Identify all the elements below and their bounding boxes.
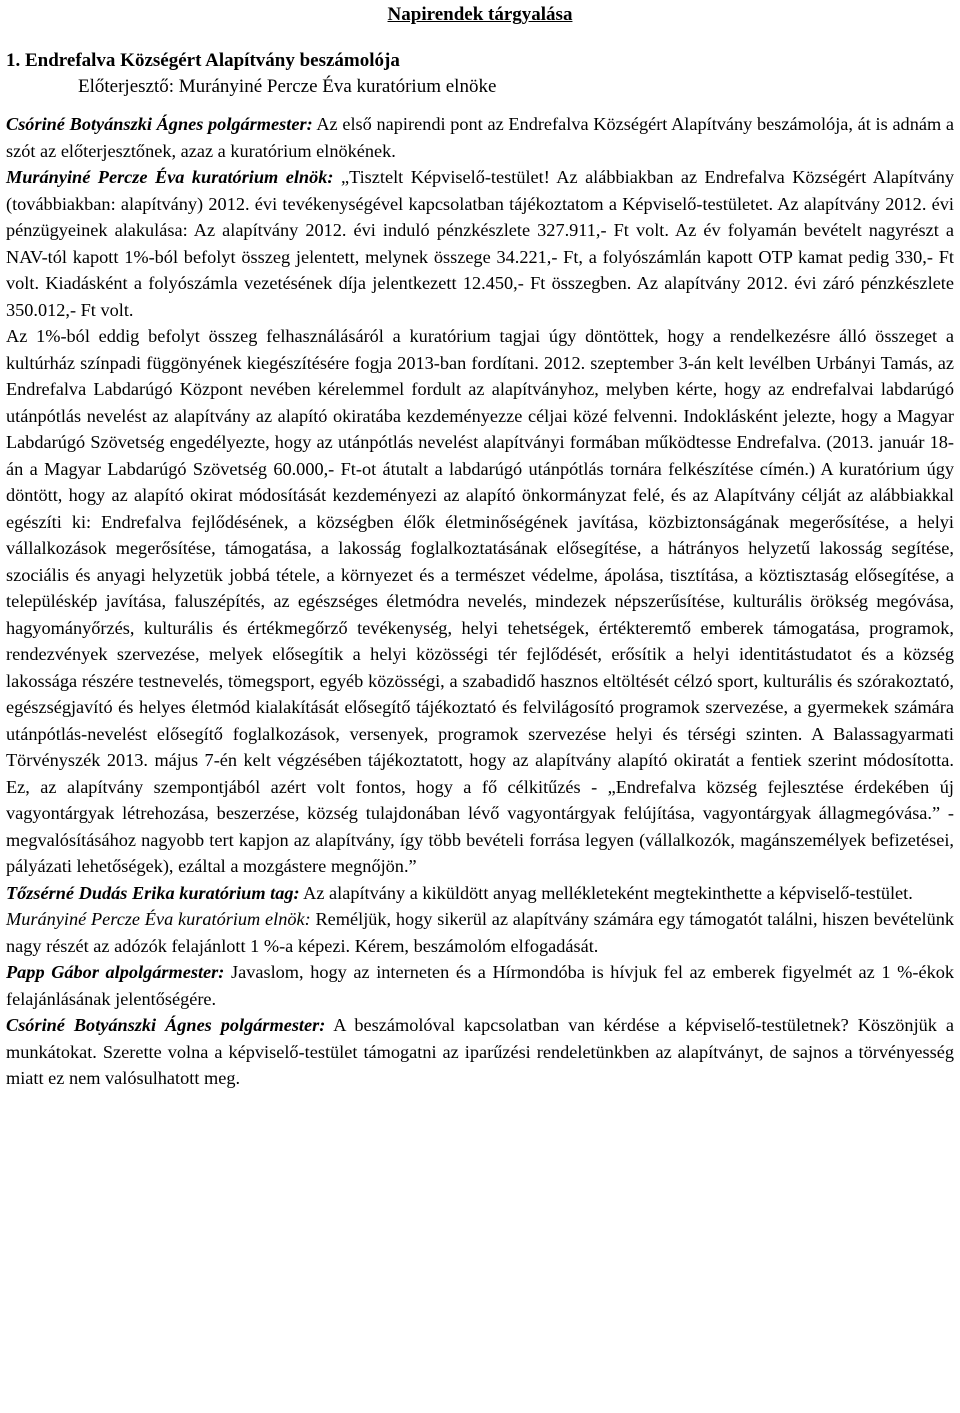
speaker-name: Csóriné Botyánszki Ágnes polgármester — [6, 1015, 320, 1035]
paragraph-3 — [6, 323, 954, 880]
speaker-suffix: : — [306, 114, 313, 134]
speaker-name: Murányiné Percze Éva kuratórium elnök — [6, 167, 328, 187]
speaker-suffix: : — [327, 167, 334, 187]
paragraph-4 — [6, 880, 954, 907]
paragraph-text: Az alapítvány a kiküldött anyag mellékleteként megtekinthette a képviselő-testület. — [299, 882, 913, 903]
paragraph-text: Javaslom, hogy az interneten és a Hírmondóba is hívjuk fel az emberek figyelmét az 1 %-ékok felajánlásának jelentőségére. — [6, 962, 954, 1009]
speaker-name: Tőzsérné Dudás Erika kuratórium tag — [6, 882, 294, 903]
paragraph-text: „Tisztelt Képviselő-testület! Az alábbiakban az Endrefalva Községért Alapítvány (továbbiakban: alapítvány) 2012. évi tevékenységével kapcsolatban tájékoztatom a Képviselő-testületet. Az alapítvány 2012. évi pénzügyeinek alakulása: Az alapítvány 2012. évi induló pénzkészlete 327.911,- Ft volt. Az év folyamán bevételt nagyrészt a NAV-tól kapott 1%-ból befolyt összeg jelentett, melynek összege 34.221,- Ft, a folyószámlán kapott OTP kamat pedig 330,- Ft volt. Kiadásként a folyószámla vezetésének díja jelentkezett 12.450,- Ft összegben. Az alapítvány 2012. évi záró pénzkészlete 350.012,- Ft volt. — [6, 167, 954, 320]
speaker-suffix: : — [319, 1015, 326, 1035]
speaker-name: Papp Gábor alpolgármester: — [6, 962, 225, 982]
paragraph-1 — [6, 111, 954, 164]
paragraph-7 — [6, 1012, 954, 1092]
speaker-suffix: : — [293, 882, 300, 903]
paragraph-text: Az 1%-ból eddig befolyt összeg felhasználásáról a kuratórium tagjai úgy döntöttek, hogy a rendelkezésre álló összeget a kultúrház színpadi függönyének kiegészítésére fogja 2013-ban fordítani. 2012. szeptember 3-án kelt levélben Urbányi Tamás, az Endrefalva Labdarúgó Központ nevében kérelemmel fordult az alapítványhoz, melyben kérte, hogy az endrefalvai labdarúgó utánpótlás nevelést az alapítvány az alapító okiratába kezdeményezze céljai közé felvenni. Indoklásként jelezte, hogy a Magyar Labdarúgó Szövetség engedélyezte, hogy az utánpótlás nevelést alapítványi formában működtesse Endrefalva. (2013. január 18-án a Magyar Labdarúgó Szövetség 60.000,- Ft-ot átutalt a labdarúgó utánpótlás tornára felkészítése címén.) A kuratórium úgy döntött, hogy az alapító okirat módosítását kezdeményezi az alapító önkormányzat felé, és az Alapítvány célját az alábbiakkal egészíti ki: Endrefalva fejlődésének, a községben élők életminőségének javítása, közbiztonságának megerősítése, a helyi vállalkozások megerősítése, támogatása, a lakosság foglalkoztatásának elősegítése, a hátrányos helyzetű lakosság segítése, szociális és anyagi helyzetük jobbá tétele, a környezet és a természet védelme, ápolása, tisztítása, a köztisztaság elősegítése, a településkép javítása, faluszépítés, az egészséges életmódra nevelés, mindezek népszerűsítése, kulturális örökség megóvása, hagyományőrzés, kulturális és értékmegőrző tevékenység, helyi tehetségek, értékteremtő emberek támogatása, programok, rendezvények szervezése, melyek elősegítik a helyi közösségi tér fejlődését, erősítik a helyi identitástudatot és a község lakossága részére testnevelés, tömegsport, egyéb közösségi, a szabadidő hasznos eltöltését célzó sport, kulturális és szórakoztató, egészségjavító és helyes életmód kialakítását elősegítő tájékoztató és felvilágosító programok szervezése, a gyermekek számára utánpótlás-nevelést elősegítő foglalkozások, versenyek, programok szervezése helyi és térségi szinten. A Balassagyarmati Törvényszék 2013. május 7-én kelt végzésében tájékoztatott, hogy az alapítvány alapító okiratát a fentiek szerint módosította. Ez, az alapítvány szempontjából azért volt fontos, hogy a fő célkitűzés - „Endrefalva község fejlesztése érdekében új vagyontárgyak létrehozása, beszerzése, község tulajdonában lévő vagyontárgyak felújítása, vagyontárgyak állagmegóvása.” - megvalósításához nagyobb tert kapjon az alapítvány, így több bevételi forrása legyen (vállalkozók, magánszemélyek befizetései, pályázati lehetőségek), ezáltal a mozgástere megnőjön.” — [6, 326, 954, 876]
paragraph-2 — [6, 164, 954, 323]
speaker-name: Murányiné Percze Éva kuratórium elnök: — [6, 909, 311, 929]
minutes-body — [6, 111, 954, 1092]
paragraph-text: Reméljük, hogy sikerül az alapítvány számára egy támogatót találni, hiszen bevételünk nagy részét az adózók felajánlott 1 %-a képezi. Kérem, beszámolóm elfogadását. — [6, 909, 955, 956]
agenda-item-title: 1. Endrefalva Községért Alapítvány beszámolója — [6, 50, 400, 71]
page-heading: Napirendek tárgyalása — [387, 4, 573, 25]
speaker-name: Csóriné Botyánszki Ágnes polgármester — [6, 114, 307, 134]
paragraph-6 — [6, 959, 954, 1012]
agenda-item-presenter: Előterjesztő: Murányiné Percze Éva kuratórium elnöke — [78, 76, 497, 97]
document-page — [6, 0, 954, 1092]
paragraph-5 — [6, 906, 954, 959]
paragraph-text: Az első napirendi pont az Endrefalva Községért Alapítvány beszámolója, át is adnám a szót az előterjesztőnek, azaz a kuratórium elnökének. — [6, 114, 954, 161]
paragraph-text: A beszámolóval kapcsolatban van kérdése a képviselő-testületnek? Köszönjük a munkátokat. Szerette volna a képviselő-testület támogatni az iparűzési rendeletünkben az alapítványt, de sajnos a törvényesség miatt ez nem valósulhatott meg. — [6, 1015, 954, 1088]
